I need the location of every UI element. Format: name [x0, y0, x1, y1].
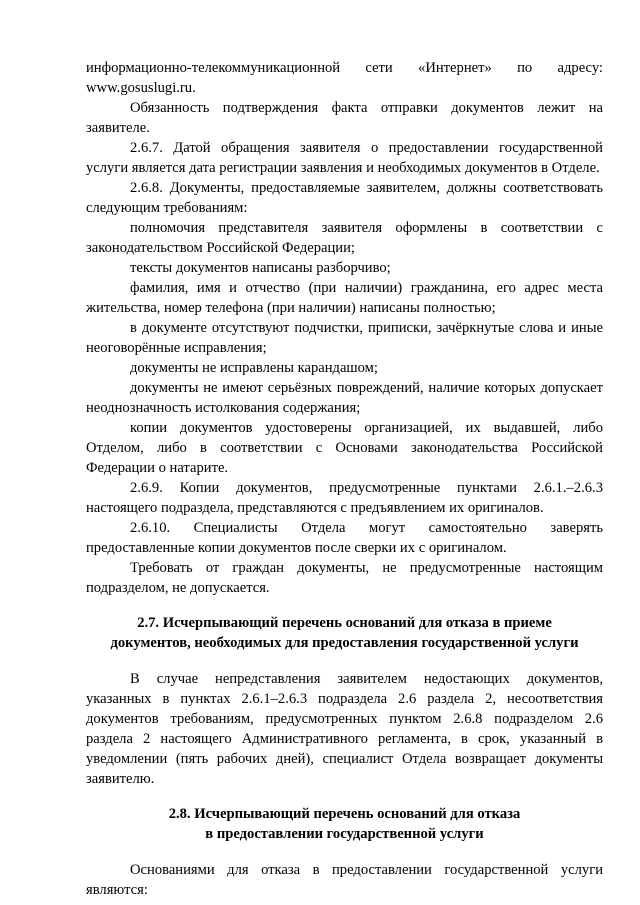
requirement-item: копии документов удостоверены организацией, их выдавшей, либо Отделом, либо в соответствии с Основами законодательства Российской Федерации о натарите.: [86, 420, 603, 476]
heading-line: в предоставлении государственной услуги: [205, 826, 484, 842]
heading-line: документов, необходимых для предоставления государственной услуги: [110, 635, 579, 651]
paragraph-prohibition: Требовать от граждан документы, не предусмотренные настоящим подразделом, не допускается.: [86, 560, 603, 596]
requirement-item: полномочия представителя заявителя оформлены в соответствии с законодательством Российской Федерации;: [86, 220, 603, 256]
document-page: [86, 58, 603, 900]
requirement-item: документы не исправлены карандашом;: [130, 360, 378, 376]
requirement-item: тексты документов написаны разборчиво;: [130, 260, 391, 276]
paragraph-2-6-9: 2.6.9. Копии документов, предусмотренные пунктами 2.6.1.–2.6.3 настоящего подраздела, представляются с предъявлением их оригиналов.: [86, 480, 603, 516]
paragraph-2-6-7: 2.6.7. Датой обращения заявителя о предоставлении государственной услуги является дата регистрации заявления и необходимых документов в Отделе.: [86, 140, 603, 176]
requirement-item: фамилия, имя и отчество (при наличии) гражданина, его адрес места жительства, номер телефона (при наличии) написаны полностью;: [86, 280, 603, 316]
requirement-item: в документе отсутствуют подчистки, приписки, зачёркнутые слова и иные неоговорённые исправления;: [86, 320, 603, 356]
paragraph-internet-address: информационно-телекоммуникационной сети «Интернет» по адресу: www.gosuslugi.ru.: [86, 60, 603, 96]
requirement-item: документы не имеют серьёзных повреждений, наличие которых допускает неоднозначность истолкования содержания;: [86, 380, 603, 416]
paragraph-2-6-10: 2.6.10. Специалисты Отдела могут самостоятельно заверять предоставленные копии документов после сверки их с оригиналом.: [86, 520, 603, 556]
paragraph-2-8-body: Основаниями для отказа в предоставлении государственной услуги являются:: [86, 862, 603, 898]
paragraph-2-7-body: В случае непредставления заявителем недостающих документов, указанных в пунктах 2.6.1–2.6.3 подраздела 2.6 раздела 2, несоответствия документов требованиям, предусмотренных пунктом 2.6.8 подразделом 2.6 раздела 2 настоящего Административного регламента, в срок, указанный в уведомлении (пять рабочих дней), специалист Отдела возвращает документы заявителю.: [86, 671, 603, 787]
section-heading-2-8: [86, 804, 603, 844]
heading-line: 2.7. Исчерпывающий перечень оснований для отказа в приеме: [137, 615, 552, 631]
paragraph-obligation: Обязанность подтверждения факта отправки документов лежит на заявителе.: [86, 100, 603, 136]
heading-line: 2.8. Исчерпывающий перечень оснований для отказа: [168, 806, 521, 822]
paragraph-2-6-8: 2.6.8. Документы, предоставляемые заявителем, должны соответствовать следующим требованиям:: [86, 180, 603, 216]
section-heading-2-7: [86, 613, 603, 653]
